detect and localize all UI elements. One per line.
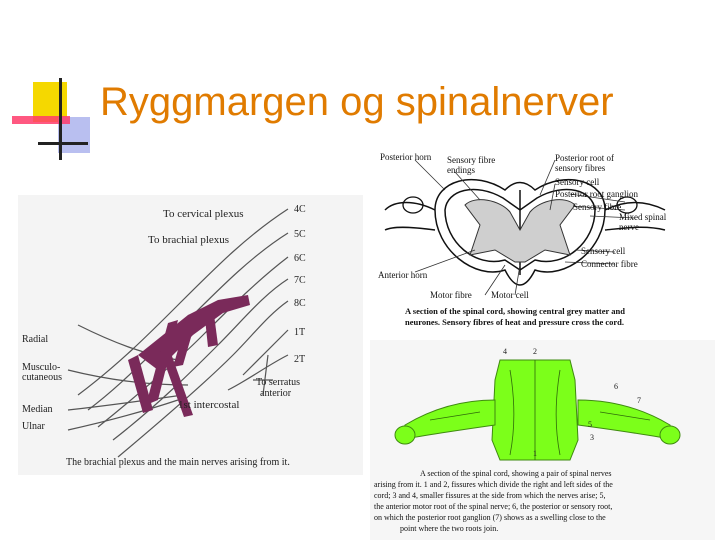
green-number-3: 3 [590, 433, 594, 442]
label-median: Median [22, 404, 53, 415]
label-posterior-horn: Posterior horn [380, 152, 432, 162]
cord-section-caption-line1: A section of the spinal cord, showing central grey matter and [405, 306, 625, 316]
label-musculocutaneous-line2: cutaneous [22, 372, 62, 383]
label-connector-fibre: Connector fibre [581, 259, 638, 269]
green-caption-line: on which the posterior root ganglion (7) shows as a swelling close to the [374, 513, 606, 522]
label-c7: 7C [294, 275, 306, 286]
title-decoration-vertical-line [59, 78, 62, 160]
label-to-serratus-line1: To serratus [256, 377, 301, 388]
label-sensory-fibre-endings-line2: endings [447, 165, 475, 175]
green-number-4: 4 [503, 347, 507, 356]
label-sensory-fibre: Sensory fibre [573, 202, 622, 212]
label-sensory-cell-top: Sensory cell [555, 177, 600, 187]
green-caption-line: arising from it. 1 and 2, fissures which divide the right and left sides of the [374, 480, 613, 489]
label-mixed-spinal-nerve-line1: Mixed spinal [619, 212, 667, 222]
green-caption-line: point where the two roots join. [400, 524, 499, 533]
title-decoration-horizontal-line [38, 142, 88, 145]
label-to-serratus-line2: anterior [260, 388, 292, 399]
label-c6: 6C [294, 253, 306, 264]
cord-section-caption-line2: neurones. Sensory fibres of heat and pressure cross the cord. [405, 317, 625, 327]
label-radial: Radial [22, 334, 49, 345]
plexus-caption: The brachial plexus and the main nerves arising from it. [66, 457, 290, 468]
label-motor-cell: Motor cell [491, 290, 529, 300]
label-motor-fibre: Motor fibre [430, 290, 472, 300]
green-number-2: 2 [533, 347, 537, 356]
label-c4: 4C [294, 204, 306, 215]
label-posterior-root-line2: sensory fibres [555, 163, 606, 173]
label-ulnar: Ulnar [22, 421, 45, 432]
spinal-cord-section-diagram [375, 150, 705, 330]
label-sensory-cell-bottom: Sensory cell [581, 246, 626, 256]
green-spinal-cord-diagram [370, 340, 715, 540]
brachial-plexus-diagram [18, 195, 363, 475]
slide-title: Ryggmargen og spinalnerver [100, 80, 614, 124]
green-number-7: 7 [637, 396, 641, 405]
label-sensory-fibre-endings-line1: Sensory fibre [447, 155, 496, 165]
green-caption-line: the anterior motor root of the spinal nerve; 6, the posterior or sensory root, [374, 502, 613, 511]
label-to-cervical-plexus: To cervical plexus [163, 208, 244, 220]
label-t1: 1T [294, 327, 306, 338]
green-number-6: 6 [614, 382, 618, 391]
label-first-intercostal: 1st intercostal [178, 399, 240, 411]
label-posterior-root-line1: Posterior root of [555, 153, 614, 163]
label-anterior-horn: Anterior horn [378, 270, 428, 280]
label-mixed-spinal-nerve-line2: nerve [619, 222, 639, 232]
label-t2: 2T [294, 354, 306, 365]
green-caption-line: A section of the spinal cord, showing a pair of spinal nerves [420, 469, 612, 478]
label-musculocutaneous-line1: Musculo- [22, 362, 61, 373]
label-to-brachial-plexus: To brachial plexus [148, 234, 230, 246]
green-number-5: 5 [588, 420, 592, 429]
label-c8: 8C [294, 298, 306, 309]
green-caption-line: cord; 3 and 4, smaller fissures at the side from which the nerves arise; 5, [374, 491, 606, 500]
label-posterior-root-ganglion: Posterior root ganglion [555, 189, 638, 199]
label-c5: 5C [294, 229, 306, 240]
green-number-1: 1 [533, 449, 537, 458]
